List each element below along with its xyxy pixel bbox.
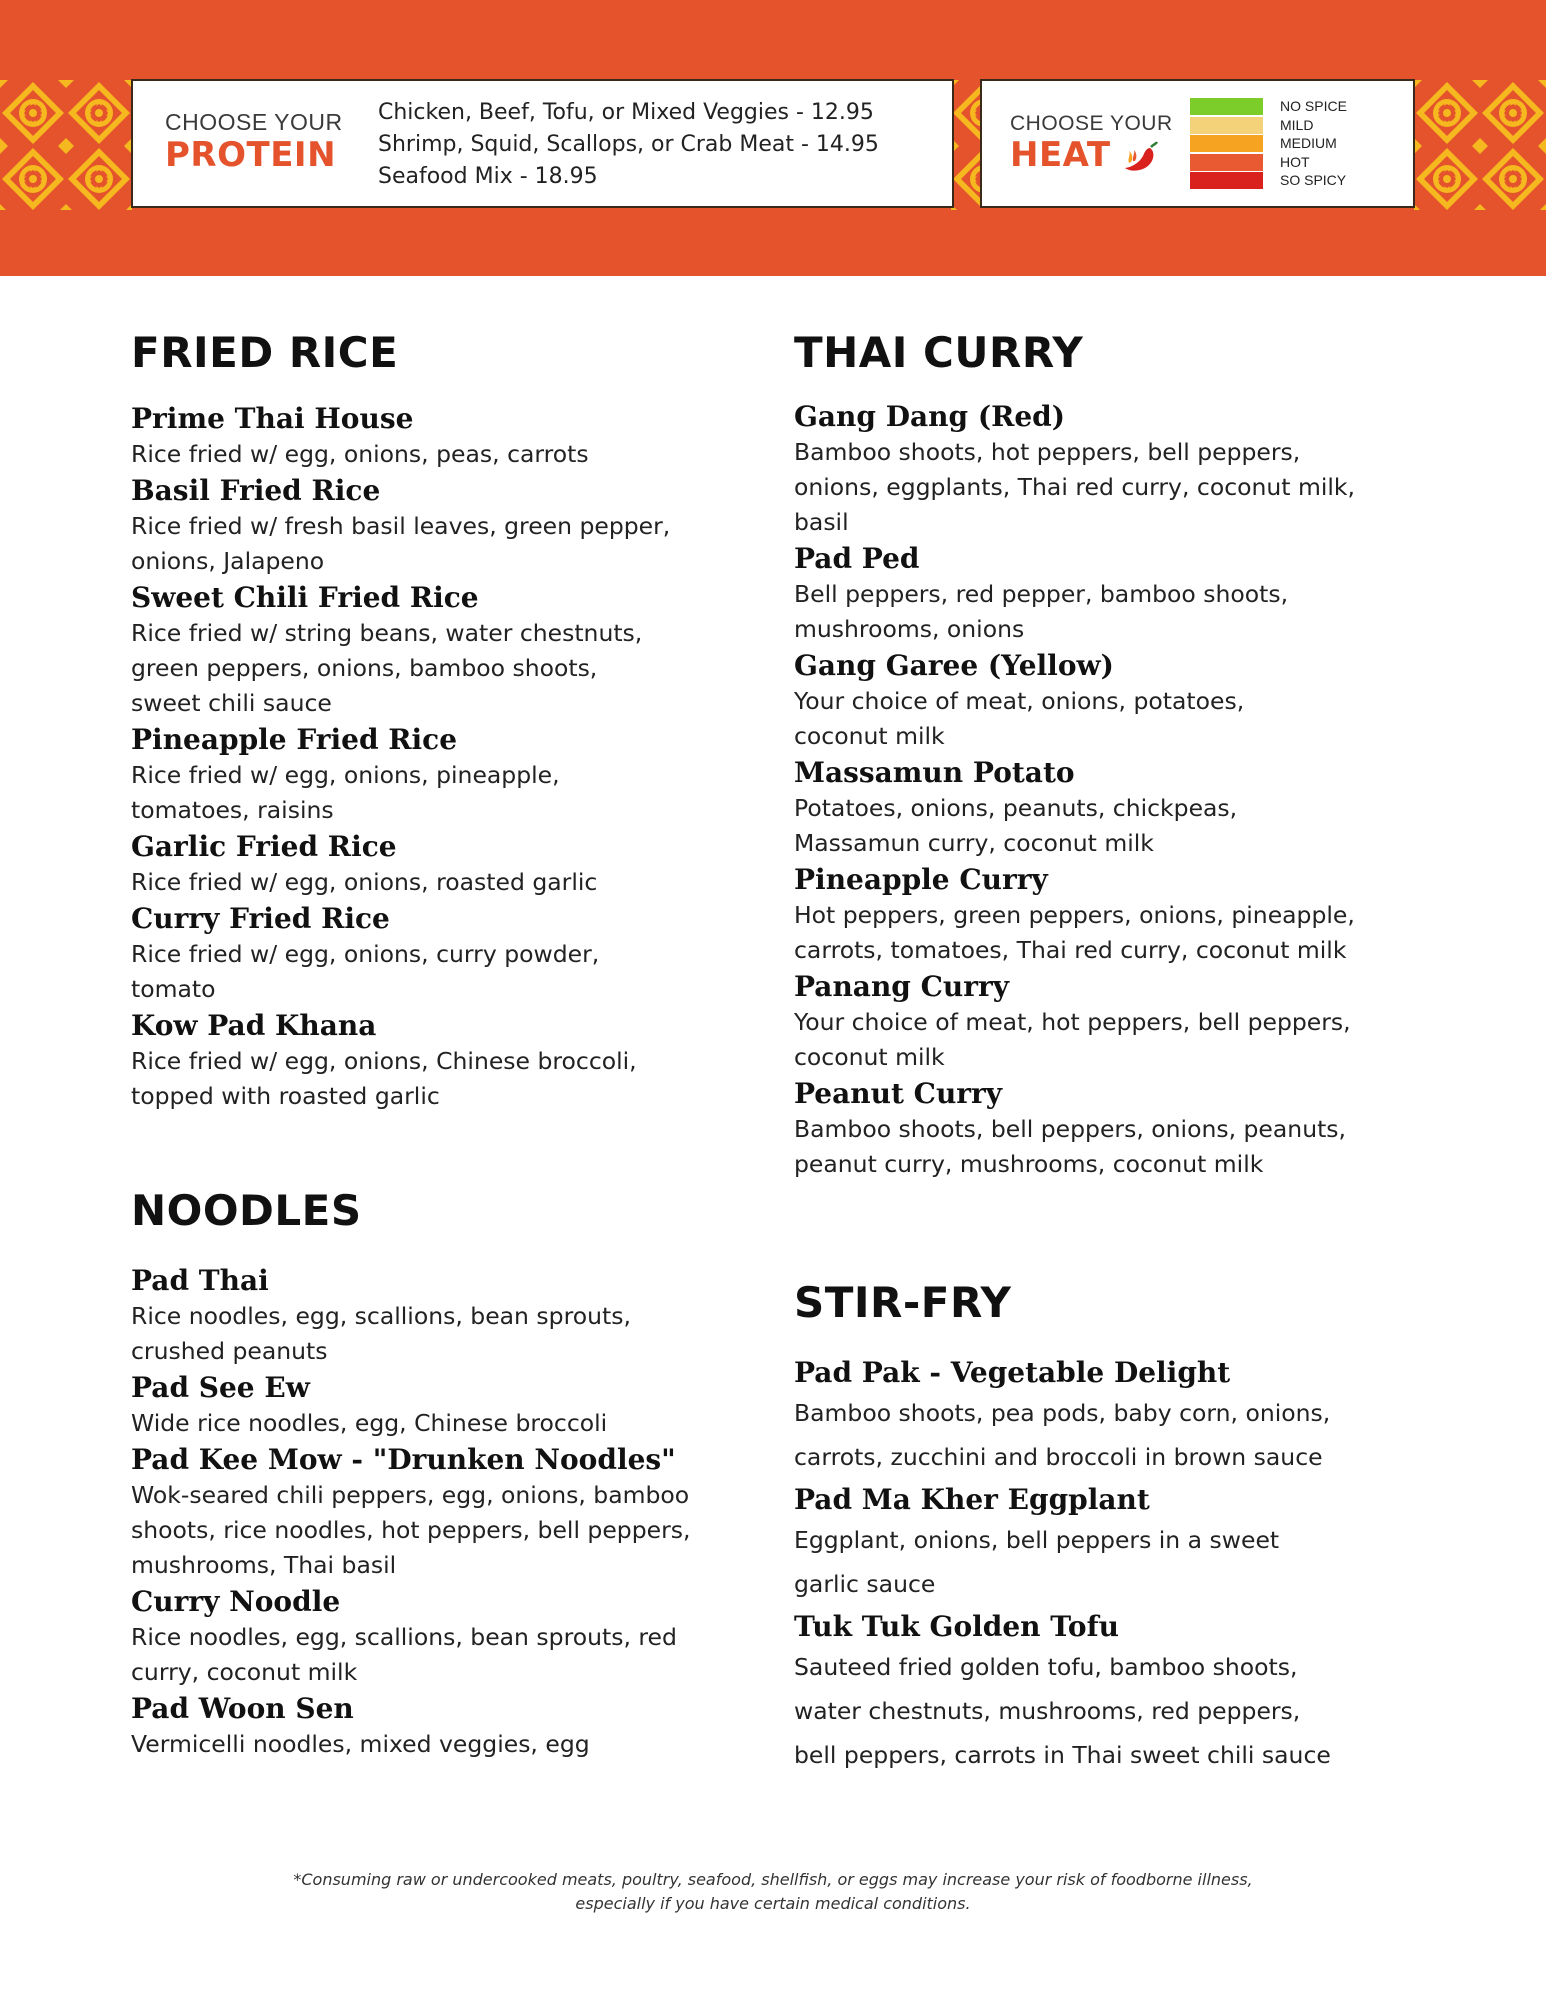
menu-item-description: Vermicelli noodles, mixed veggies, egg [131,1730,590,1758]
menu-item [131,721,751,828]
menu-item-name: Pad Woon Sen [131,1692,354,1725]
menu-item-description: Eggplant, onions, bell peppers in a sweet [794,1526,1280,1554]
menu-item-description: coconut milk [794,722,945,750]
menu-item-description: Rice noodles, egg, scallions, bean sprouts, red [131,1623,677,1651]
heat-level-label: MILD [1280,116,1314,133]
menu-item-name: Panang Curry [794,970,1010,1003]
choose-heat-box [980,79,1415,208]
fried-rice-items [131,400,751,1114]
protein-title: PROTEIN [165,135,337,175]
menu-item-name: Basil Fried Rice [131,474,381,507]
menu-item-name: Prime Thai House [131,402,414,435]
menu-item-description: coconut milk [794,1043,945,1071]
menu-item-description: tomatoes, raisins [131,796,334,824]
chili-pepper-icon [1123,141,1159,175]
menu-item-description: Rice noodles, egg, scallions, bean sprouts, [131,1302,631,1330]
menu-item-description: carrots, zucchini and broccoli in brown sauce [794,1443,1323,1471]
menu-item [131,900,751,1007]
menu-item [131,400,751,472]
heat-swatch [1190,172,1263,189]
menu-item [131,828,751,900]
menu-item-name: Pad Kee Mow - "Drunken Noodles" [131,1443,676,1476]
heat-swatch [1190,154,1263,171]
menu-item-description: sweet chili sauce [131,689,332,717]
menu-item-description: Rice fried w/ fresh basil leaves, green pepper, [131,512,671,540]
allergy-footnote [0,1868,1546,1916]
menu-item-name: Gang Dang (Red) [794,400,1066,433]
menu-item-name: Pad Pak - Vegetable Delight [794,1356,1231,1389]
menu-item-description: Massamun curry, coconut milk [794,829,1154,857]
menu-item [131,1262,761,1369]
heat-swatch [1190,117,1263,134]
menu-item-description: Hot peppers, green peppers, onions, pineapple, [794,901,1355,929]
footnote-line: especially if you have certain medical conditions. [575,1894,971,1913]
menu-item [794,398,1434,540]
menu-item [794,540,1434,647]
fried-rice-section [131,328,751,1114]
menu-item-description: tomato [131,975,216,1003]
menu-item-name: Curry Noodle [131,1585,341,1618]
heat-level-label: HOT [1280,153,1310,170]
menu-item-name: Peanut Curry [794,1077,1003,1110]
heat-level-label: MEDIUM [1280,135,1337,151]
menu-item-description: Rice fried w/ string beans, water chestnuts, [131,619,643,647]
protein-options [378,97,879,193]
section-title-thai-curry: THAI CURRY [794,328,1084,377]
menu-item-description: topped with roasted garlic [131,1082,440,1110]
menu-item-name: Kow Pad Khana [131,1009,377,1042]
menu-item [794,1075,1434,1182]
protein-option: Seafood Mix - 18.95 [378,164,598,189]
menu-item-description: bell peppers, carrots in Thai sweet chili sauce [794,1741,1331,1769]
stir-fry-section [794,1278,1434,1779]
menu-item-description: Wide rice noodles, egg, Chinese broccoli [131,1409,608,1437]
thai-curry-items [794,398,1434,1182]
choose-heat-label: CHOOSE YOUR [1010,112,1173,135]
menu-item-description: curry, coconut milk [131,1658,358,1686]
menu-item-description: shoots, rice noodles, hot peppers, bell peppers, [131,1516,691,1544]
choose-protein-box [131,79,954,208]
menu-item-description: Your choice of meat, onions, potatoes, [794,687,1245,715]
menu-item-name: Curry Fried Rice [131,902,390,935]
menu-item-name: Garlic Fried Rice [131,830,397,863]
menu-item [794,1354,1434,1479]
footnote-line: *Consuming raw or undercooked meats, poultry, seafood, shellfish, or eggs may increase your risk of foodborne illness, [293,1870,1253,1889]
menu-item-name: Pineapple Fried Rice [131,723,458,756]
noodles-section [131,1186,761,1762]
section-title-noodles: NOODLES [131,1186,362,1235]
menu-item [794,861,1434,968]
protein-option: Shrimp, Squid, Scallops, or Crab Meat - 14.95 [378,132,879,157]
thai-pattern-left [0,80,132,210]
menu-item-description: peanut curry, mushrooms, coconut milk [794,1150,1264,1178]
menu-item [794,754,1434,861]
thai-curry-section [794,328,1434,1182]
menu-item-description: water chestnuts, mushrooms, red peppers, [794,1697,1301,1725]
menu-item [131,1007,751,1114]
menu-item-description: basil [794,508,849,536]
heat-swatch [1190,98,1263,115]
menu-item-description: onions, Jalapeno [131,547,325,575]
menu-item-description: Bell peppers, red pepper, bamboo shoots, [794,580,1289,608]
menu-item-description: Rice fried w/ egg, onions, Chinese broccoli, [131,1047,637,1075]
menu-item-description: Rice fried w/ egg, onions, pineapple, [131,761,560,789]
noodles-items [131,1262,761,1762]
choose-protein-label: CHOOSE YOUR [165,109,343,135]
menu-item [131,1369,761,1441]
menu-item-name: Pad Ma Kher Eggplant [794,1483,1150,1516]
menu-item-description: crushed peanuts [131,1337,328,1365]
menu-item-name: Massamun Potato [794,756,1075,789]
menu-item [794,1481,1434,1606]
protein-option: Chicken, Beef, Tofu, or Mixed Veggies - 12.95 [378,100,874,125]
section-title-fried-rice: FRIED RICE [131,328,399,377]
menu-item [131,579,751,721]
menu-item-description: Rice fried w/ egg, onions, peas, carrots [131,440,589,468]
thai-pattern-right [1414,80,1546,210]
menu-item-name: Pineapple Curry [794,863,1048,896]
menu-item-description: Bamboo shoots, bell peppers, onions, peanuts, [794,1115,1347,1143]
menu-item-description: Sauteed fried golden tofu, bamboo shoots, [794,1653,1298,1681]
menu-item-description: Rice fried w/ egg, onions, curry powder, [131,940,600,968]
menu-item-description: Rice fried w/ egg, onions, roasted garlic [131,868,598,896]
menu-item-name: Sweet Chili Fried Rice [131,581,479,614]
menu-item-name: Pad Thai [131,1264,269,1297]
menu-item-description: Your choice of meat, hot peppers, bell peppers, [794,1008,1351,1036]
section-title-stir-fry: STIR-FRY [794,1278,1012,1327]
menu-item-description: Wok-seared chili peppers, egg, onions, bamboo [131,1481,690,1509]
menu-item [131,472,751,579]
menu-item-description: carrots, tomatoes, Thai red curry, coconut milk [794,936,1347,964]
menu-item-description: garlic sauce [794,1570,936,1598]
menu-item [794,968,1434,1075]
menu-item-name: Tuk Tuk Golden Tofu [794,1610,1119,1643]
menu-item [794,1608,1434,1777]
heat-level-label: SO SPICY [1280,172,1347,188]
menu-item [131,1690,761,1762]
heat-swatch [1190,135,1263,152]
stir-fry-items [794,1354,1434,1777]
menu-item-description: mushrooms, onions [794,615,1025,643]
menu-item-name: Gang Garee (Yellow) [794,649,1114,682]
menu-item-name: Pad See Ew [131,1371,310,1404]
heat-title: HEAT [1010,135,1111,175]
menu-item [131,1583,761,1690]
thai-pattern-middle [951,80,981,210]
menu-item-name: Pad Ped [794,542,920,575]
menu-item-description: Potatoes, onions, peanuts, chickpeas, [794,794,1238,822]
menu-item [794,647,1434,754]
menu-item-description: Bamboo shoots, hot peppers, bell peppers, [794,438,1301,466]
menu-item-description: onions, eggplants, Thai red curry, coconut milk, [794,473,1355,501]
heat-level-label: NO SPICE [1280,98,1347,114]
menu-item [131,1441,761,1583]
menu-item-description: Bamboo shoots, pea pods, baby corn, onions, [794,1399,1331,1427]
menu-item-description: green peppers, onions, bamboo shoots, [131,654,598,682]
menu-item-description: mushrooms, Thai basil [131,1551,397,1579]
